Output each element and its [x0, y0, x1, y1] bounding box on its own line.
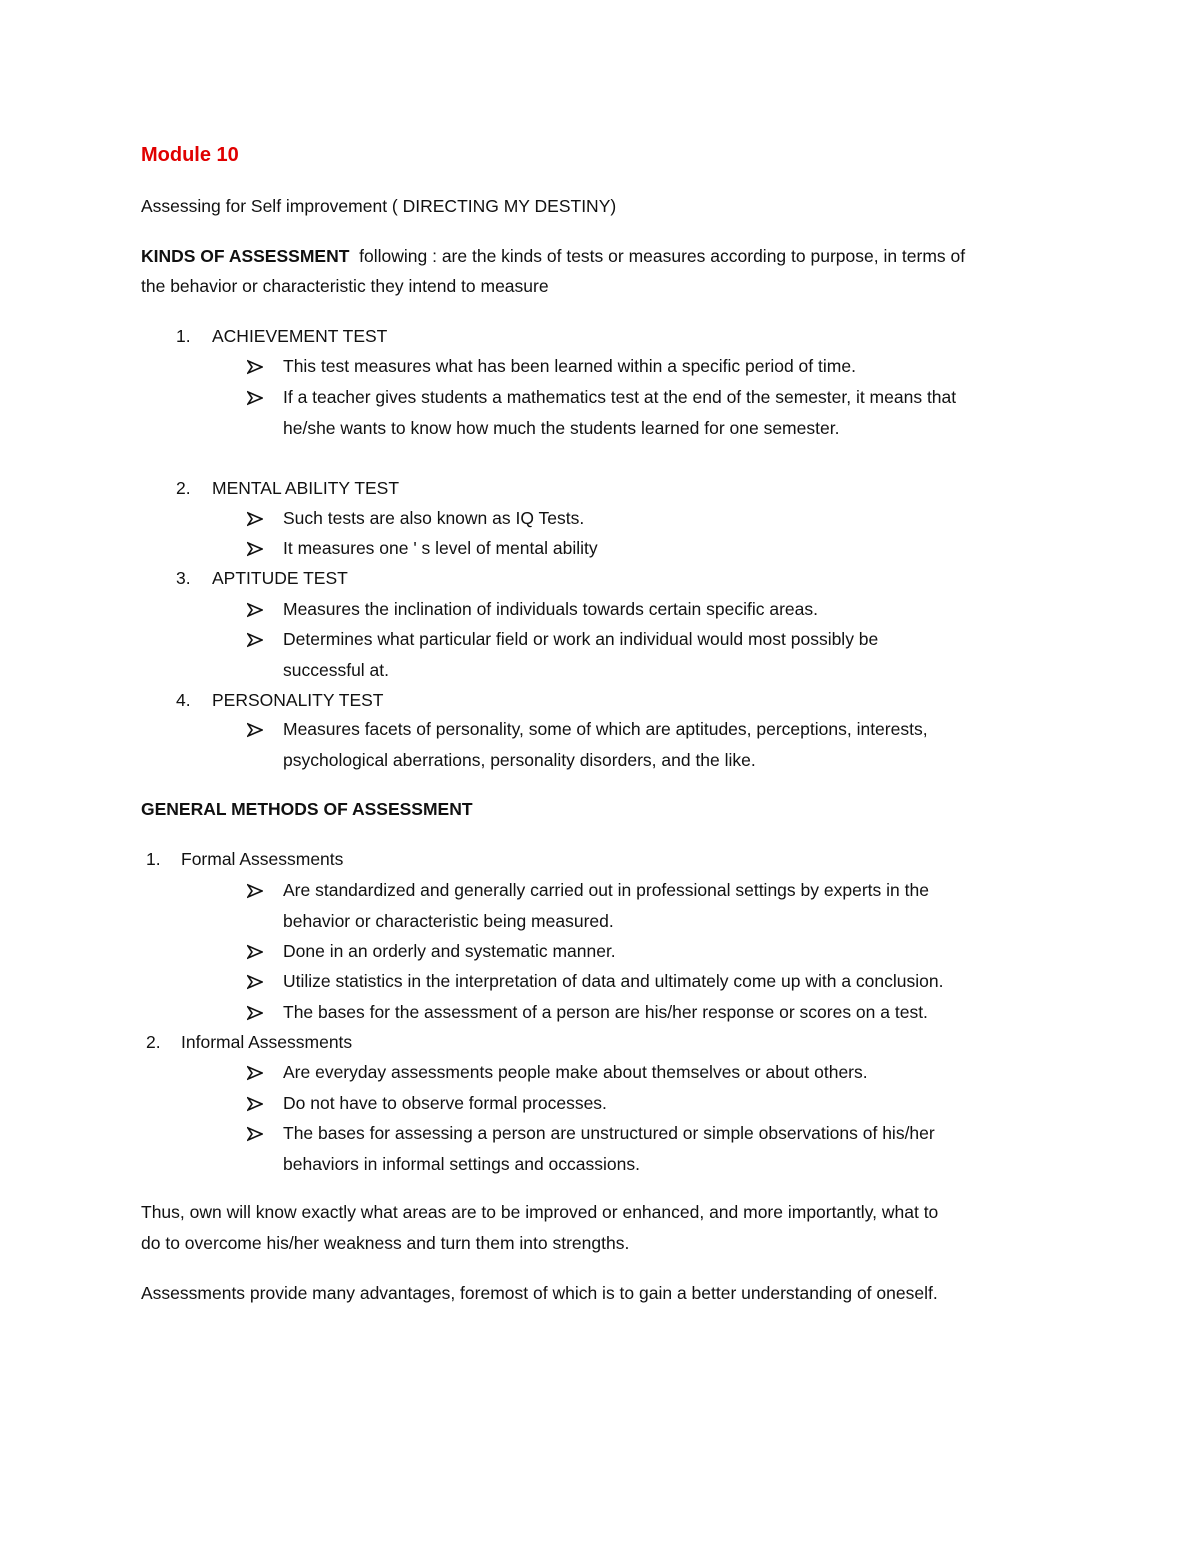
- closing-paragraph: Assessments provide many advantages, foremost of which is to gain a better understanding of oneself.: [141, 1283, 938, 1303]
- module-subtitle: Assessing for Self improvement ( DIRECTING MY DESTINY): [141, 196, 617, 216]
- arrow-bullet-icon: [247, 1064, 263, 1082]
- arrow-bullet-icon: [247, 882, 263, 900]
- bullet-text: Measures facets of personality, some of which are aptitudes, perceptions, interests,: [283, 719, 928, 739]
- list-item-label: MENTAL ABILITY TEST: [212, 478, 400, 498]
- bullet-text: psychological aberrations, personality disorders, and the like.: [283, 749, 756, 770]
- arrow-bullet-icon: [247, 631, 263, 649]
- list-item-number: 1.: [146, 849, 161, 869]
- module-title: Module 10: [141, 144, 239, 166]
- arrow-bullet-icon: [247, 1095, 263, 1113]
- methods-heading: GENERAL METHODS OF ASSESSMENT: [141, 799, 473, 819]
- list-item-label: Informal Assessments: [181, 1032, 353, 1052]
- bullet-text: Measures the inclination of individuals towards certain specific areas.: [283, 599, 818, 619]
- bullet-text: Such tests are also known as IQ Tests.: [283, 508, 585, 528]
- arrow-bullet-icon: [247, 1125, 263, 1143]
- arrow-bullet-icon: [247, 510, 263, 528]
- list-item-label: PERSONALITY TEST: [212, 690, 384, 710]
- bullet-text: behavior or characteristic being measured.: [283, 910, 614, 931]
- bullet-text: behaviors in informal settings and occassions.: [283, 1153, 640, 1174]
- list-item-number: 2.: [176, 478, 191, 498]
- bullet-text: Do not have to observe formal processes.: [283, 1093, 607, 1113]
- list-item-label: Formal Assessments: [181, 849, 344, 869]
- kinds-heading: KINDS OF ASSESSMENT: [141, 246, 350, 266]
- bullet-text: successful at.: [283, 659, 390, 680]
- kinds-intro-line2: the behavior or characteristic they intend to measure: [141, 276, 549, 296]
- arrow-bullet-icon: [247, 943, 263, 961]
- kinds-intro-line1: [141, 245, 965, 267]
- bullet-text: Are standardized and generally carried out in professional settings by experts in the: [283, 880, 929, 900]
- arrow-bullet-icon: [247, 973, 263, 991]
- conclusion-line1: Thus, own will know exactly what areas are to be improved or enhanced, and more importantly, what to: [141, 1202, 939, 1222]
- bullet-text: Are everyday assessments people make about themselves or about others.: [283, 1062, 868, 1082]
- list-item-number: 3.: [176, 568, 191, 588]
- kinds-intro-text: following : are the kinds of tests or measures according to purpose, in terms of: [359, 246, 966, 266]
- bullet-text: he/she wants to know how much the students learned for one semester.: [283, 417, 840, 438]
- list-item-number: 1.: [176, 326, 191, 346]
- bullet-text: The bases for the assessment of a person are his/her response or scores on a test.: [283, 1002, 928, 1022]
- arrow-bullet-icon: [247, 389, 263, 407]
- bullet-text: Done in an orderly and systematic manner.: [283, 941, 616, 961]
- list-item-label: ACHIEVEMENT TEST: [212, 326, 388, 346]
- bullet-text: Determines what particular field or work an individual would most possibly be: [283, 629, 879, 649]
- bullet-text: Utilize statistics in the interpretation of data and ultimately come up with a conclusion.: [283, 971, 944, 991]
- list-item-number: 2.: [146, 1032, 161, 1052]
- conclusion-line2: do to overcome his/her weakness and turn them into strengths.: [141, 1233, 630, 1253]
- arrow-bullet-icon: [247, 358, 263, 376]
- bullet-text: It measures one ' s level of mental ability: [283, 538, 598, 558]
- arrow-bullet-icon: [247, 721, 263, 739]
- bullet-text: If a teacher gives students a mathematics test at the end of the semester, it means that: [283, 387, 957, 407]
- arrow-bullet-icon: [247, 540, 263, 558]
- list-item-number: 4.: [176, 690, 191, 710]
- arrow-bullet-icon: [247, 1004, 263, 1022]
- bullet-text: The bases for assessing a person are unstructured or simple observations of his/her: [283, 1123, 935, 1143]
- arrow-bullet-icon: [247, 601, 263, 619]
- list-item-label: APTITUDE TEST: [212, 568, 348, 588]
- bullet-text: This test measures what has been learned within a specific period of time.: [283, 356, 856, 376]
